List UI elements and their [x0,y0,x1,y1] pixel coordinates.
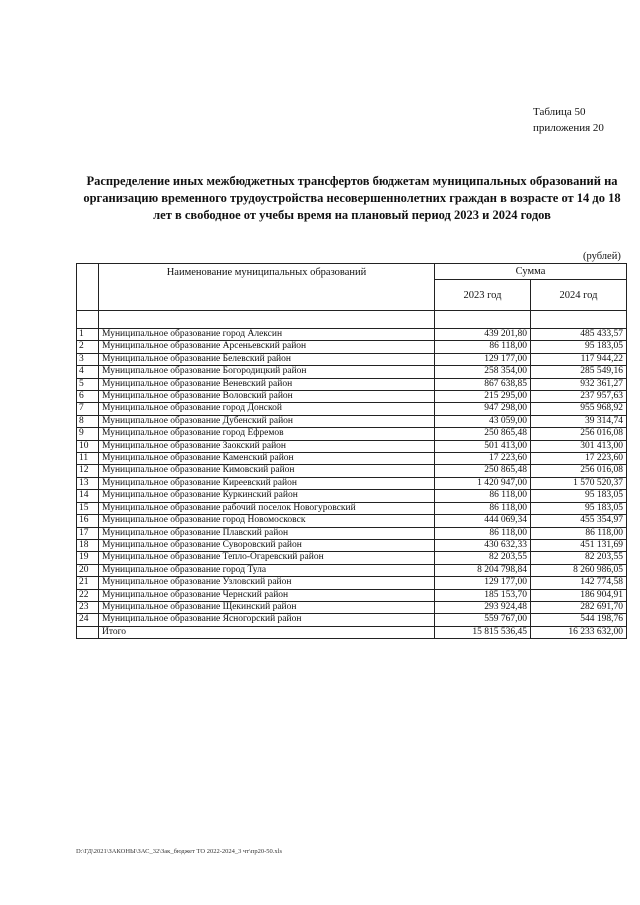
amount-2023: 501 413,00 [435,440,531,452]
table-body [77,329,627,639]
amount-2023: 86 118,00 [435,527,531,539]
document-title: Распределение иных межбюджетных трансфертов бюджетам муниципальных образований на организацию временного трудоустройства несовершеннолетних граждан в возрасте от 14 до 18 лет в свободное от учебы время на плановый период 2023 и 2024 годов [83,174,621,222]
amount-2024: 282 691,70 [531,601,627,613]
amount-2024: 955 968,92 [531,403,627,415]
row-number: 12 [77,465,99,477]
municipality-name: Муниципальное образование Суворовский район [99,539,435,551]
table-row [77,527,627,539]
table-row [77,490,627,502]
header-number-cell [77,264,99,311]
municipality-name: Муниципальное образование Ясногорский район [99,614,435,626]
amount-2023: 129 177,00 [435,577,531,589]
municipality-name: Муниципальное образование Богородицкий район [99,366,435,378]
row-number: 20 [77,564,99,576]
table-row [77,341,627,353]
amount-2024: 544 198,76 [531,614,627,626]
amount-2024: 186 904,91 [531,589,627,601]
total-2024: 16 233 632,00 [531,626,627,638]
amount-2023: 185 153,70 [435,589,531,601]
amount-2024: 95 183,05 [531,490,627,502]
amount-2023: 129 177,00 [435,353,531,365]
municipality-name: Муниципальное образование рабочий поселок Новогуровский [99,502,435,514]
table-row [77,391,627,403]
municipality-name: Муниципальное образование Каменский район [99,453,435,465]
total-2023: 15 815 536,45 [435,626,531,638]
amount-2023: 1 420 947,00 [435,477,531,489]
municipality-name: Муниципальное образование Кимовский район [99,465,435,477]
row-number: 4 [77,366,99,378]
municipality-name: Муниципальное образование Узловский район [99,577,435,589]
amount-2023: 250 865,48 [435,428,531,440]
municipality-name: Муниципальное образование Дубенский район [99,415,435,427]
municipality-name: Муниципальное образование Чернский район [99,589,435,601]
row-number: 11 [77,453,99,465]
row-number: 17 [77,527,99,539]
table-row [77,415,627,427]
amount-2023: 444 069,34 [435,515,531,527]
amount-2024: 95 183,05 [531,502,627,514]
amount-2023: 250 865,48 [435,465,531,477]
amount-2023: 215 295,00 [435,391,531,403]
header-spacer-row [77,311,627,329]
amount-2024: 86 118,00 [531,527,627,539]
row-number: 21 [77,577,99,589]
table-row [77,577,627,589]
row-number: 1 [77,329,99,341]
amount-2023: 86 118,00 [435,490,531,502]
row-number: 16 [77,515,99,527]
municipality-name: Муниципальное образование Заокский район [99,440,435,452]
header-2023: 2023 год [435,280,531,311]
table-row [77,403,627,415]
amount-2024: 256 016,08 [531,465,627,477]
amount-2024: 117 944,22 [531,353,627,365]
amount-2024: 455 354,97 [531,515,627,527]
amount-2023: 258 354,00 [435,366,531,378]
municipality-name: Муниципальное образование город Ефремов [99,428,435,440]
unit-label: (рублей) [583,251,621,262]
amount-2023: 82 203,55 [435,552,531,564]
amount-2024: 142 774,58 [531,577,627,589]
transfers-table [76,263,627,639]
amount-2023: 947 298,00 [435,403,531,415]
row-number: 13 [77,477,99,489]
amount-2024: 932 361,27 [531,378,627,390]
table-reference [533,104,604,136]
municipality-name: Муниципальное образование город Алексин [99,329,435,341]
table-row [77,589,627,601]
amount-2024: 256 016,08 [531,428,627,440]
row-number: 15 [77,502,99,514]
amount-2024: 8 260 986,05 [531,564,627,576]
row-number: 23 [77,601,99,613]
table-row [77,477,627,489]
municipality-name: Муниципальное образование Арсеньевский район [99,341,435,353]
row-number: 7 [77,403,99,415]
municipality-name: Муниципальное образование Плавский район [99,527,435,539]
amount-2024: 17 223,60 [531,453,627,465]
amount-2023: 17 223,60 [435,453,531,465]
municipality-name: Муниципальное образование Белевский район [99,353,435,365]
municipality-name: Муниципальное образование Веневский район [99,378,435,390]
amount-2023: 86 118,00 [435,502,531,514]
municipality-name: Муниципальное образование Щекинский район [99,601,435,613]
municipality-name: Муниципальное образование город Новомосковск [99,515,435,527]
municipality-name: Муниципальное образование Киреевский район [99,477,435,489]
row-number: 18 [77,539,99,551]
amount-2024: 485 433,57 [531,329,627,341]
municipality-name: Муниципальное образование Воловский район [99,391,435,403]
amount-2024: 451 131,69 [531,539,627,551]
amount-2023: 439 201,80 [435,329,531,341]
table-row [77,564,627,576]
table-row [77,601,627,613]
table-row [77,552,627,564]
appendix-number: приложения 20 [533,122,604,134]
table-row [77,539,627,551]
amount-2024: 39 314,74 [531,415,627,427]
header-2024: 2024 год [531,280,627,311]
amount-2023: 430 632,33 [435,539,531,551]
row-number: 2 [77,341,99,353]
municipality-name: Муниципальное образование город Тула [99,564,435,576]
amount-2023: 867 638,85 [435,378,531,390]
row-number: 6 [77,391,99,403]
amount-2024: 1 570 520,37 [531,477,627,489]
amount-2023: 86 118,00 [435,341,531,353]
total-row [77,626,627,638]
municipality-name: Муниципальное образование город Донской [99,403,435,415]
file-path-footer: D:\ГД\2021\ЗАКОНЫ\ЗАС_32\Зак_бюджет ТО 2022-2024_3 чт\пр20-50.xls [76,848,283,855]
total-label: Итого [99,626,435,638]
row-number: 8 [77,415,99,427]
table-row [77,515,627,527]
municipality-name: Муниципальное образование Тепло-Огаревский район [99,552,435,564]
amount-2023: 43 059,00 [435,415,531,427]
table-row [77,465,627,477]
municipality-name: Муниципальное образование Куркинский район [99,490,435,502]
row-number: 22 [77,589,99,601]
header-name: Наименование муниципальных образований [99,264,435,311]
amount-2023: 8 204 798,84 [435,564,531,576]
header-sum: Сумма [435,264,627,280]
row-number: 19 [77,552,99,564]
amount-2023: 293 924,48 [435,601,531,613]
amount-2024: 237 957,63 [531,391,627,403]
table-number: Таблица 50 [533,106,586,118]
amount-2024: 301 413,00 [531,440,627,452]
amount-2024: 82 203,55 [531,552,627,564]
table-row [77,378,627,390]
total-number-cell [77,626,99,638]
row-number: 3 [77,353,99,365]
table-row [77,428,627,440]
row-number: 9 [77,428,99,440]
amount-2024: 285 549,16 [531,366,627,378]
row-number: 14 [77,490,99,502]
table-row [77,502,627,514]
table-row [77,329,627,341]
table-row [77,453,627,465]
amount-2023: 559 767,00 [435,614,531,626]
row-number: 5 [77,378,99,390]
table-row [77,366,627,378]
amount-2024: 95 183,05 [531,341,627,353]
table-row [77,614,627,626]
row-number: 24 [77,614,99,626]
table-row [77,440,627,452]
row-number: 10 [77,440,99,452]
table-row [77,353,627,365]
